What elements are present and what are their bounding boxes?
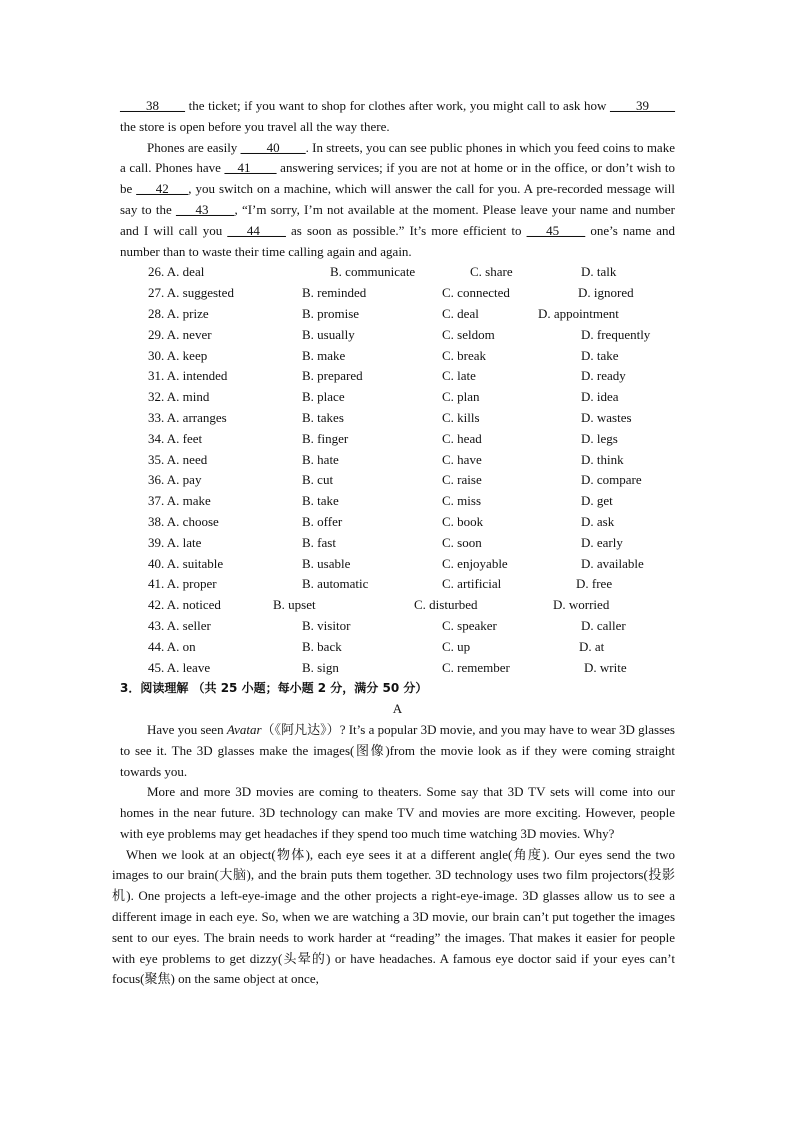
option-a: 42. A. noticed <box>148 597 221 613</box>
option-row <box>120 533 675 554</box>
option-c: C. deal <box>442 305 479 321</box>
option-b: B. promise <box>302 305 360 321</box>
option-d: D. idea <box>581 389 619 405</box>
reading-paragraph-3: When we look at an object(物体), each eye sees it at a different angle(角度). Our eyes send the two images to our brain(大脑), and the brain puts them together. 3D technology uses two film projectors(投影机). One projects a left-eye-image and the other projects a right-eye-image. 3D glasses allow us to see a different image in each eye. So, when we are watching a 3D movie, our brain can’t put together the images sent to our eyes. The brain needs to work harder at “reading” the images. That makes it easier for people with eye problems to get dizzy(头晕的) or have headaches. A famous eye doctor said if your eyes can’t focus(聚焦) on the same object at once, <box>112 846 675 987</box>
option-d: D. write <box>584 659 627 675</box>
option-c: C. enjoyable <box>442 555 508 571</box>
option-a: 45. A. leave <box>148 659 211 675</box>
option-a: 43. A. seller <box>148 617 211 633</box>
option-c: C. plan <box>442 389 480 405</box>
option-d: D. take <box>581 347 619 363</box>
option-c: C. disturbed <box>414 597 478 613</box>
reading-paragraph-2: More and more 3D movies are coming to theaters. Some say that 3D TV sets will come into our homes in the near future. 3D technology can make TV and movies are more exciting. However, people with eye problems may get headaches if they spend too much time watching 3D movies. Why? <box>120 784 675 841</box>
option-c: C. late <box>442 368 476 384</box>
option-b: B. fast <box>302 534 336 550</box>
option-d: D. talk <box>581 264 617 280</box>
option-c: C. soon <box>442 534 482 550</box>
option-d: D. appointment <box>538 305 619 321</box>
option-row <box>120 387 675 408</box>
option-row <box>120 325 675 346</box>
option-d: D. at <box>579 638 605 654</box>
option-b: B. reminded <box>302 285 367 301</box>
option-c: C. book <box>442 513 484 529</box>
option-b: B. back <box>302 638 342 654</box>
option-c: C. remember <box>442 659 510 675</box>
option-row <box>120 470 675 491</box>
blank-43: ___43____ <box>175 201 235 217</box>
exam-page <box>112 96 675 990</box>
option-b: B. communicate <box>330 264 416 280</box>
option-b: B. offer <box>302 513 343 529</box>
option-b: B. sign <box>302 659 339 675</box>
option-b: B. take <box>302 493 339 509</box>
option-b: B. automatic <box>302 576 369 592</box>
option-b: B. cut <box>302 472 334 488</box>
option-c: C. have <box>442 451 482 467</box>
option-a: 39. A. late <box>148 534 202 550</box>
option-a: 38. A. choose <box>148 513 219 529</box>
blank-45: ___45____ <box>526 222 586 238</box>
option-a: 31. A. intended <box>148 368 228 384</box>
blank-38: ____38____ <box>120 98 185 113</box>
option-c: C. connected <box>442 285 510 301</box>
option-d: D. free <box>576 576 613 592</box>
option-a: 27. A. suggested <box>148 285 234 301</box>
option-c: C. kills <box>442 409 480 425</box>
option-d: D. legs <box>581 430 618 446</box>
option-a: 29. A. never <box>148 326 212 342</box>
option-a: 37. A. make <box>148 493 211 509</box>
option-a: 26. A. deal <box>148 264 205 280</box>
option-c: C. speaker <box>442 617 497 633</box>
option-row <box>120 491 675 512</box>
option-a: 33. A. arranges <box>148 409 227 425</box>
option-d: D. frequently <box>581 326 651 342</box>
option-b: B. place <box>302 389 345 405</box>
option-a: 41. A. proper <box>148 576 217 592</box>
option-c: C. miss <box>442 493 482 509</box>
option-row <box>120 408 675 429</box>
option-row <box>120 637 675 658</box>
options-list <box>120 262 675 678</box>
option-row <box>120 554 675 575</box>
option-b: B. usually <box>302 326 355 342</box>
option-b: B. takes <box>302 409 344 425</box>
option-d: D. ignored <box>578 285 634 301</box>
passage-paragraph-1: ____38____ the ticket; if you want to shop for clothes after work, you might call to ask how ____39____ the store is open before you travel all the way there. <box>120 98 675 134</box>
blank-42: ___42___ <box>136 181 189 197</box>
option-row <box>120 346 675 367</box>
option-c: C. head <box>442 430 482 446</box>
option-b: B. upset <box>273 597 316 613</box>
option-a: 34. A. feet <box>148 430 203 446</box>
option-c: C. share <box>470 264 513 280</box>
option-row <box>120 262 675 283</box>
option-d: D. get <box>581 493 613 509</box>
option-b: B. usable <box>302 555 351 571</box>
option-c: C. raise <box>442 472 482 488</box>
option-d: D. compare <box>581 472 642 488</box>
option-a: 40. A. suitable <box>148 555 224 571</box>
option-row <box>120 658 675 679</box>
option-d: D. ask <box>581 513 615 529</box>
option-c: C. break <box>442 347 487 363</box>
section-heading: 3．阅读理解 （共 25 小题；每小题 2 分，满分 50 分） <box>120 681 428 696</box>
option-b: B. make <box>302 347 346 363</box>
option-c: C. artificial <box>442 576 502 592</box>
option-a: 32. A. mind <box>148 389 210 405</box>
option-c: C. up <box>442 638 471 654</box>
option-b: B. hate <box>302 451 339 467</box>
passage-label: A <box>392 701 403 717</box>
option-a: 35. A. need <box>148 451 208 467</box>
passage-paragraph-2: Phones are easily ____40____. In streets, you can see public phones in which you feed coins to make a call. Phones have __41____ answering services; if you are not at home or in the office, or don’t wish to be ___42___, you switch on a machine, which will answer the call for you. A pre-recorded message will say to the ___43____, “I’m sorry, I’m not available at the moment. Please leave your name and number and I will call you ___44____ as soon as possible.” It’s more efficient to ___45____ one’s name and number than to waste their time calling again and again. <box>120 139 675 259</box>
option-row <box>120 512 675 533</box>
option-d: D. worried <box>553 597 610 613</box>
blank-41: __41____ <box>224 160 277 176</box>
option-a: 28. A. prize <box>148 305 209 321</box>
option-d: D. available <box>581 555 644 571</box>
blank-40: ____40____ <box>240 139 306 155</box>
option-b: B. visitor <box>302 617 351 633</box>
option-a: 44. A. on <box>148 638 196 654</box>
option-d: D. early <box>581 534 623 550</box>
option-row <box>120 574 675 595</box>
option-d: D. think <box>581 451 624 467</box>
option-c: C. seldom <box>442 326 495 342</box>
option-row <box>120 595 675 616</box>
option-d: D. ready <box>581 368 626 384</box>
option-a: 30. A. keep <box>148 347 208 363</box>
option-row <box>120 304 675 325</box>
option-row <box>120 366 675 387</box>
option-row <box>120 283 675 304</box>
option-row <box>120 616 675 637</box>
option-d: D. caller <box>581 617 626 633</box>
blank-39: ____39____ <box>610 98 675 113</box>
option-b: B. prepared <box>302 368 363 384</box>
option-a: 36. A. pay <box>148 472 202 488</box>
reading-paragraph-1: Have you seen Avatar（《阿凡达》）? It’s a popular 3D movie, and you may have to wear 3D glasses to see it. The 3D glasses make the images(图像)from the movie look as if they were coming straight towards you. <box>120 721 675 779</box>
blank-44: ___44____ <box>227 222 286 238</box>
option-d: D. wastes <box>581 409 632 425</box>
option-row <box>120 450 675 471</box>
option-b: B. finger <box>302 430 349 446</box>
option-row <box>120 429 675 450</box>
movie-title: Avatar <box>226 721 262 737</box>
